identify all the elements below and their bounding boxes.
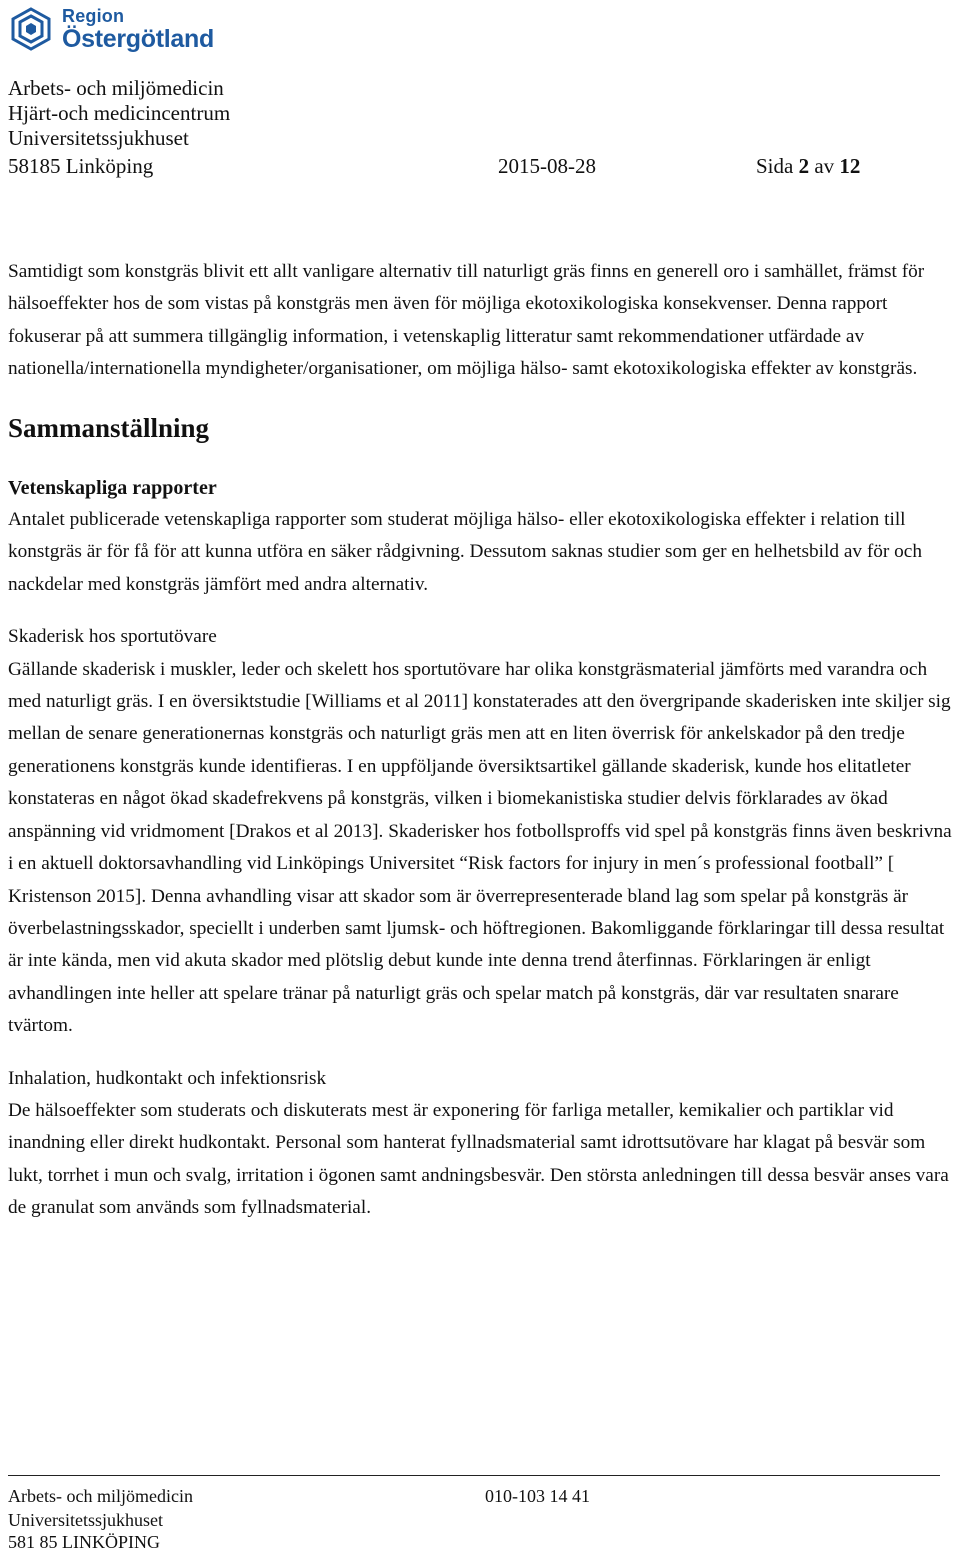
region-emblem-icon <box>8 6 54 52</box>
footer-hospital: Universitetssjukhuset <box>8 1510 163 1530</box>
subsection-title-reports: Vetenskapliga rapporter <box>8 476 217 499</box>
subsection-text-injury: Gällande skaderisk i muskler, leder och skelett hos sportutövare har olika konstgräsmaterial jämförts med varandra och med naturligt gräs. I en översiktstudie [Williams et al 2011] konstaterades att den övergripande skaderisken inte skiljer sig mellan de senare generationernas konstgräs och naturligt gräs men att en liten överrisk för ankelskador på den tredje generationens konstgräs kunde identifieras. I en uppföljande översiktsartikel gällande skaderisk, kunde hos elitatleter konstateras en något ökad skadefrekvens på konstgräs, vilken i biomekanistiska studier delvis förklarades av ökad anspänning vid vridmoment [Drakos et al 2013]. Skaderisker hos fotbollsproffs vid spel på konstgräs finns även beskrivna i en aktuell doktorsavhandling vid Linköpings Universitet “Risk factors for injury in men´s professional football” [ Kristenson 2015]. Denna avhandling visar att skador som är överrepresenterade bland lag som spelar på konstgräs är överbelastningsskador, speciellt i underben samt ljumsk- och höftregionen. Bakomliggande förklaringar till dessa resultat är inte kända, men vid akuta skador med plötslig debut kunde inte denna trend återfinnas. Förklaringen är enligt avhandlingen inte heller att spelare tränar på naturligt gräs och spelar match på konstgräs, där var resultaten snarare tvärtom. <box>8 658 952 1037</box>
page-prefix: Sida <box>756 154 799 178</box>
footer <box>8 1484 908 1554</box>
subsection-text-reports: Antalet publicerade vetenskapliga rapporter som studerat möjliga hälso- eller ekotoxikologiska effekter i relation till konstgräs är för få för att kunna utföra en säker rådgivning. Dessutom saknas studier som ger en helhetsbild av för och nackdelar med konstgräs jämfört med andra alternativ. <box>8 509 922 595</box>
region-logo <box>8 4 214 54</box>
subsection-text-inhalation: De hälsoeffekter som studerats och diskuterats mest är exponering för farliga metaller, kemikalier och partiklar vid inandning eller direkt hudkontakt. Personal som hanterat fyllnadsmaterial samt idrottsutövare har klagat på besvär som lukt, torrhet i mun och svalg, irritation i ögonen samt andningsbesvär. Den största anledningen till dessa besvär anses vara de granulat som används som fyllnadsmaterial. <box>8 1099 949 1219</box>
subsection-title-injury: Skaderisk hos sportutövare <box>8 626 217 648</box>
page-total: 12 <box>839 154 861 178</box>
page-indicator <box>756 154 860 179</box>
header-meta-row <box>8 154 878 182</box>
footer-phone: 010-103 14 41 <box>485 1486 590 1506</box>
header-city: 58185 Linköping <box>8 154 154 178</box>
header-hospital: Universitetssjukhuset <box>8 126 189 150</box>
logo-region-text: Region <box>62 5 125 26</box>
logo-name-text: Östergötland <box>62 24 214 53</box>
intro-paragraph: Samtidigt som konstgräs blivit ett allt vanligare alternativ till naturligt gräs finns en generell oro i samhället, främst för hälsoeffekter hos de som vistas på konstgräs men även för möjliga ekotoxikologiska konsekvenser. Denna rapport fokuserar på att summera tillgänglig information, i vetenskaplig litteratur samt rekommendationer utfärdade av nationella/internationella myndigheter/organisationer, om möjliga hälso- samt ekotoxikologiska effekter av konstgräs. <box>8 261 925 380</box>
footer-divider <box>8 1475 940 1476</box>
page-number: 2 <box>798 154 810 178</box>
subsection-title-inhalation: Inhalation, hudkontakt och infektionsrisk <box>8 1067 327 1089</box>
footer-postal: 581 85 LINKÖPING <box>8 1532 160 1552</box>
header-date: 2015-08-28 <box>498 154 596 178</box>
document-body <box>8 256 958 1225</box>
page-of: av <box>809 154 840 178</box>
sender-address <box>8 76 230 151</box>
section-title: Sammanställning <box>8 412 210 443</box>
header-center: Hjärt-och medicincentrum <box>8 101 231 125</box>
header-dept: Arbets- och miljömedicin <box>8 76 224 100</box>
footer-dept: Arbets- och miljömedicin <box>8 1486 193 1506</box>
